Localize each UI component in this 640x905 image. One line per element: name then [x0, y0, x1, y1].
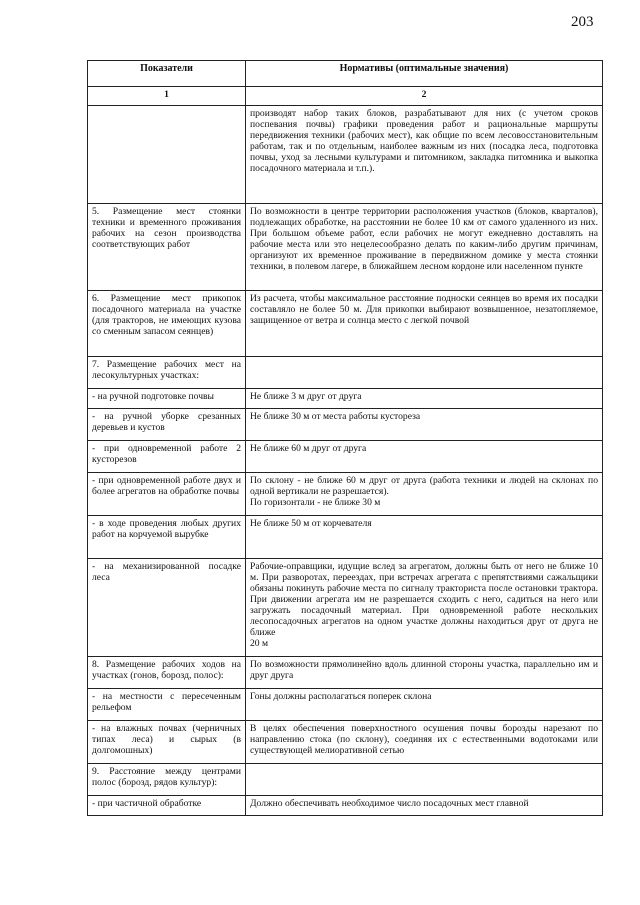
table-row [88, 764, 603, 796]
indicator-cell: 7. Размещение рабочих мест на лесокультурных участках: [88, 357, 246, 389]
table-row [88, 721, 603, 764]
indicator-cell: - в ходе проведения любых других работ на корчуемой вырубке [88, 516, 246, 559]
norm-cell: производят набор таких блоков, разрабатывают для них (с учетом сроков поспевания почвы) графики проведения работ и рациональные маршруты передвижения техники (рабочих мест), как общие по всем лесовосстановительным работам, так и по отдельным, наиболее важным из них (посадка леса, подготовка почвы, уход за лесными культурами и питомником, закладка питомника и выкопка посадочного материала и т.п.). [246, 106, 603, 204]
indicator-cell: - при одновременной работе двух и более агрегатов на обработке почвы [88, 473, 246, 516]
indicator-cell: - на ручной уборке срезанных деревьев и кустов [88, 409, 246, 441]
indicator-cell: - при одновременной работе 2 кусторезов [88, 441, 246, 473]
indicator-cell: - на механизированной посадке леса [88, 559, 246, 657]
indicator-cell: 8. Размещение рабочих ходов на участках (гонов, борозд, полос): [88, 657, 246, 689]
indicator-cell: 9. Расстояние между центрами полос (борозд, рядов культур): [88, 764, 246, 796]
column-header-indicators: Показатели [88, 61, 246, 87]
column-number-2: 2 [246, 87, 603, 106]
table-row [88, 796, 603, 816]
indicator-cell: - на ручной подготовке почвы [88, 389, 246, 409]
norm-cell: Рабочие-оправщики, идущие вслед за агрегатом, должны быть от него не ближе 10 м. При разворотах, переездах, при встречах агрегата с препятствиями сажальщики обязаны покинуть рабочие места по сигналу тракториста после остановки трактора. При движении агрегата им не разрешается сходить с него, садиться на него или загружать посадочный материал. При одновременной работе нескольких лесопосадочных агрегатов на одном участке должны находиться друг от друга не ближе 20 м [246, 559, 603, 657]
page-number: 203 [571, 14, 594, 30]
norm-cell: Гоны должны располагаться поперек склона [246, 689, 603, 721]
norm-cell: Не ближе 50 м от корчевателя [246, 516, 603, 559]
norms-table [87, 60, 603, 816]
table-row [88, 689, 603, 721]
table-row [88, 389, 603, 409]
indicator-cell [88, 106, 246, 204]
indicator-cell: - на местности с пересеченным рельефом [88, 689, 246, 721]
table-row [88, 291, 603, 357]
table-row [88, 204, 603, 291]
indicator-cell: 6. Размещение мест прикопок посадочного материала на участке (для тракторов, не имеющих кузова со сменным запасом сеянцев) [88, 291, 246, 357]
table-row [88, 559, 603, 657]
table-row [88, 657, 603, 689]
table-row [88, 473, 603, 516]
indicator-cell: - при частичной обработке [88, 796, 246, 816]
norm-cell: В целях обеспечения поверхностного осушения почвы борозды нарезают по направлению стока (по склону), соединяя их с естественными водотоками или существующей мелиоративной сетью [246, 721, 603, 764]
norm-cell: По склону - не ближе 60 м друг от друга (работа техники и людей на склонах по одной вертикали не разрешается). По горизонтали - не ближе 30 м [246, 473, 603, 516]
norm-cell [246, 764, 603, 796]
column-header-norms: Нормативы (оптимальные значения) [246, 61, 603, 87]
norm-cell: Из расчета, чтобы максимальное расстояние поднoски сеянцев во время их посадки составляло не более 50 м. Для прикопки выбирают возвышенное, незатопляемое, защищенное от ветра и солнца место с легкой почвой [246, 291, 603, 357]
table-row [88, 441, 603, 473]
table-row [88, 409, 603, 441]
table-row [88, 106, 603, 204]
norm-cell [246, 357, 603, 389]
table-row [88, 516, 603, 559]
indicator-cell: 5. Размещение мест стоянки техники и временного проживания рабочих на сезон производства соответствующих работ [88, 204, 246, 291]
norm-cell: По возможности в центре территории расположения участков (блоков, кварталов), подлежащих обработке, на расстоянии не более 10 км от самого удаленного из них. При большом объеме работ, если рабочих не могут ежедневно доставлять на рабочие места или это нецелесообразно делать по каким-либо другим причинам, организуют их временное проживание в передвижном домике у места стоянки техники, в полевом лагере, в ближайшем лесном кордоне или населенном пункте [246, 204, 603, 291]
header-row [88, 61, 603, 87]
norm-cell: Не ближе 3 м друг от друга [246, 389, 603, 409]
norm-cell: Не ближе 60 м друг от друга [246, 441, 603, 473]
norm-cell: По возможности прямолинейно вдоль длинной стороны участка, параллельно им и друг друга [246, 657, 603, 689]
column-number-1: 1 [88, 87, 246, 106]
norm-cell: Не ближе 30 м от места работы кустореза [246, 409, 603, 441]
table-row [88, 357, 603, 389]
norm-cell: Должно обеспечивать необходимое число посадочных мест главной [246, 796, 603, 816]
indicator-cell: - на влажных почвах (черничных типах леса) и сырых (в долгомошных) [88, 721, 246, 764]
column-number-row [88, 87, 603, 106]
